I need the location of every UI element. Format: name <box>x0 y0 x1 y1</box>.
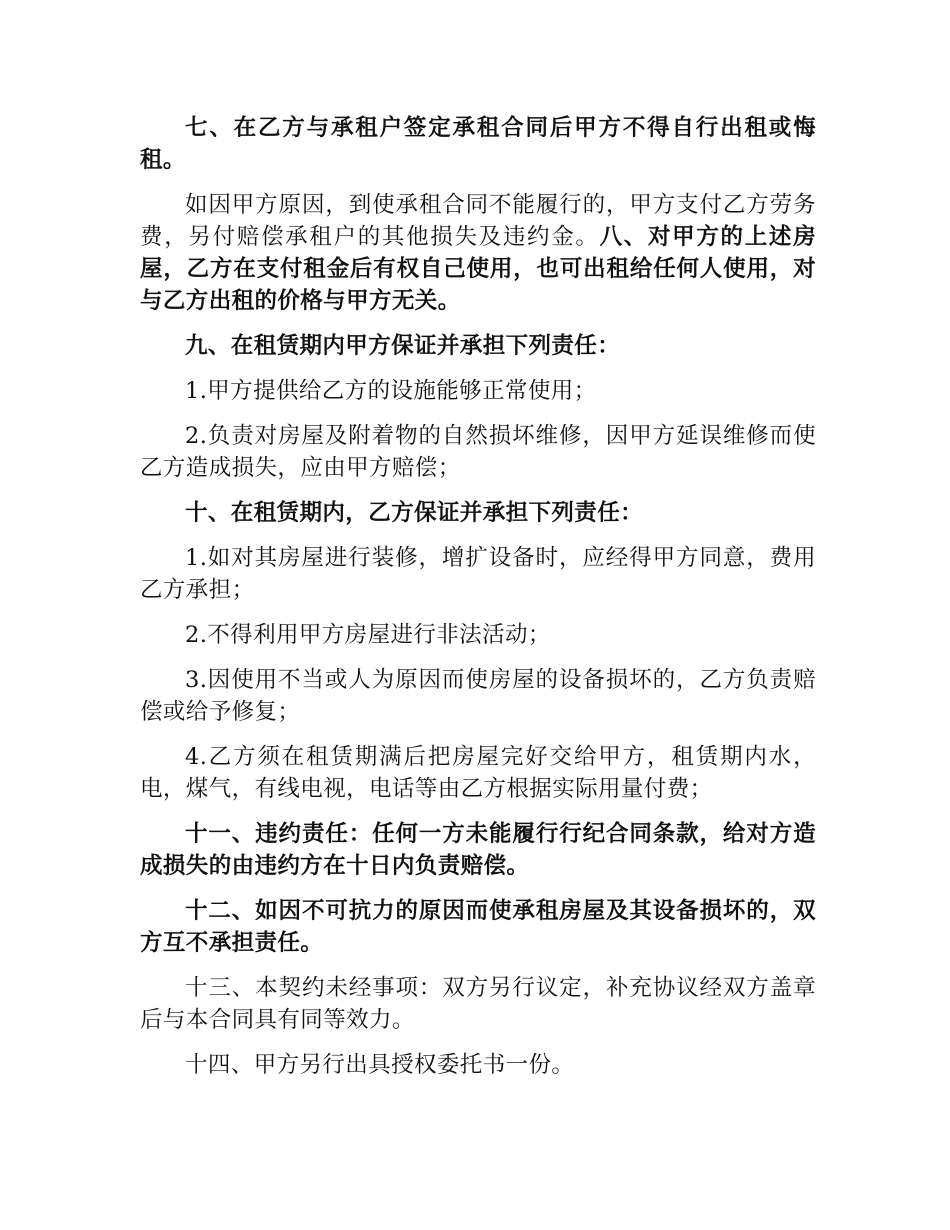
clause-7-detail-text: 如因甲方原因，到使承租合同不能履行的，甲方支付乙方劳务费，另付赔偿承租户的其他损失及违约金。 <box>140 192 816 250</box>
clause-7-heading: 七、在乙方与承租户签定承租合同后甲方不得自行出租或悔租。 <box>140 115 816 173</box>
clause-10-item-1: 1.如对其房屋进行装修，增扩设备时，应经得甲方同意，费用乙方承担； <box>140 545 816 603</box>
clause-13-text: 十三、本契约未经事项：双方另行议定，补充协议经双方盖章后与本合同具有同等效力。 <box>140 975 816 1033</box>
clause-9-heading: 九、在租赁期内甲方保证并承担下列责任： <box>185 333 621 359</box>
clause-14-text: 十四、甲方另行出具授权委托书一份。 <box>185 1052 575 1078</box>
clause-10-item-2: 2.不得利用甲方房屋进行非法活动； <box>185 622 551 648</box>
document-body <box>140 112 816 1094</box>
clause-10-item-4: 4.乙方须在租赁期满后把房屋完好交给甲方，租赁期内水，电，煤气，有线电视，电话等由乙方根据实际用量付费； <box>140 744 816 802</box>
clause-10-heading: 十、在租赁期内，乙方保证并承担下列责任： <box>185 500 644 526</box>
clause-9-item-1: 1.甲方提供给乙方的设施能够正常使用； <box>185 378 597 404</box>
clause-10-item-3: 3.因使用不当或人为原因而使房屋的设备损坏的，乙方负责赔偿或给予修复； <box>140 667 816 725</box>
clause-7-detail <box>140 189 816 317</box>
clause-11-text: 十一、违约责任：任何一方未能履行行纪合同条款，给对方造成损失的由违约方在十日内负责赔偿。 <box>140 821 816 879</box>
clause-8-text: 八、对甲方的上述房屋，乙方在支付租金后有权自己使用，也可出租给任何人使用，对与乙方出租的价格与甲方无关。 <box>140 224 816 314</box>
clause-9-item-2: 2.负责对房屋及附着物的自然损坏维修，因甲方延误维修而使乙方造成损失，应由甲方赔偿； <box>140 423 816 481</box>
clause-12-text: 十二、如因不可抗力的原因而使承租房屋及其设备损坏的，双方互不承担责任。 <box>140 898 816 956</box>
